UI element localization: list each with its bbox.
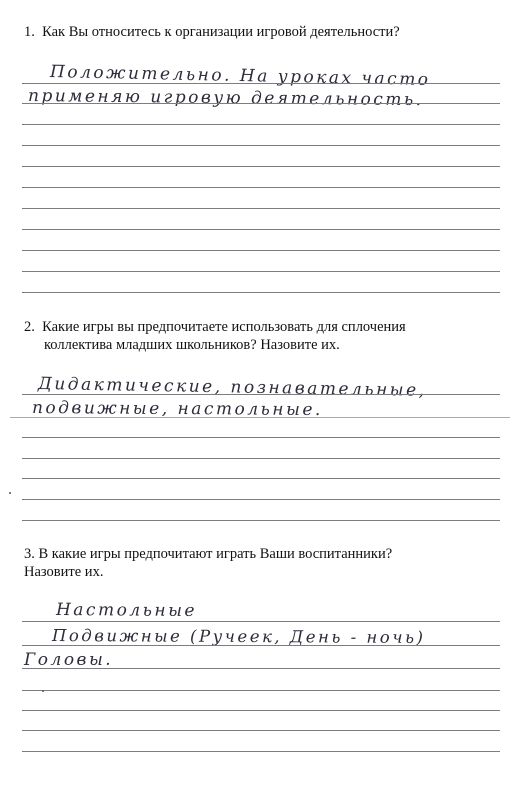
answer-rule <box>22 292 500 293</box>
answer-rule <box>22 499 500 500</box>
question-3-text-line-1: 3. В какие игры предпочитают играть Ваши воспитанники? <box>24 546 393 562</box>
answer-rule <box>22 394 500 395</box>
answer-rule <box>22 83 500 84</box>
question-1-text: 1. Как Вы относитесь к организации игровой деятельности? <box>24 24 400 40</box>
answer-rule <box>22 166 500 167</box>
question-2 <box>24 318 406 354</box>
answer-rule <box>22 668 500 669</box>
answer-rule <box>22 124 500 125</box>
answer-2-line-1: Дидактические, познавательные, <box>37 374 427 401</box>
question-1 <box>24 23 400 41</box>
answer-rule <box>22 437 500 438</box>
answer-rule <box>22 478 500 479</box>
answer-3-line-3: Головы. <box>24 650 114 670</box>
answer-rule <box>22 187 500 188</box>
answer-rule <box>22 690 500 691</box>
answer-3-line-1: Настольные <box>55 600 198 621</box>
answer-rule <box>22 621 500 622</box>
answer-rule <box>22 730 500 731</box>
scan-speck <box>9 492 11 494</box>
answer-2-line-2: подвижные, настольные. <box>31 398 323 421</box>
answer-1-line-2: применяю игровую деятельность. <box>27 86 424 111</box>
answer-1-line-1: Положительно. На уроках часто <box>49 62 431 90</box>
answer-rule <box>22 103 500 104</box>
answer-3-line-2: Подвижные (Ручеек, День - ночь) <box>51 626 426 647</box>
answer-rule <box>22 208 500 209</box>
question-2-text-line-1: 2. Какие игры вы предпочитаете использовать для сплочения <box>24 319 406 335</box>
question-3 <box>24 545 392 581</box>
answer-rule <box>22 271 500 272</box>
question-3-text-line-2: Назовите их. <box>24 564 104 580</box>
answer-rule <box>22 229 500 230</box>
answer-rule <box>10 417 510 418</box>
answer-rule <box>22 751 500 752</box>
answer-rule <box>22 645 500 646</box>
scan-speck <box>42 690 44 692</box>
answer-rule <box>22 250 500 251</box>
answer-rule <box>22 710 500 711</box>
question-2-text-line-2: коллектива младших школьников? Назовите их. <box>44 337 340 353</box>
answer-rule <box>22 145 500 146</box>
answer-rule <box>22 520 500 521</box>
answer-rule <box>22 458 500 459</box>
